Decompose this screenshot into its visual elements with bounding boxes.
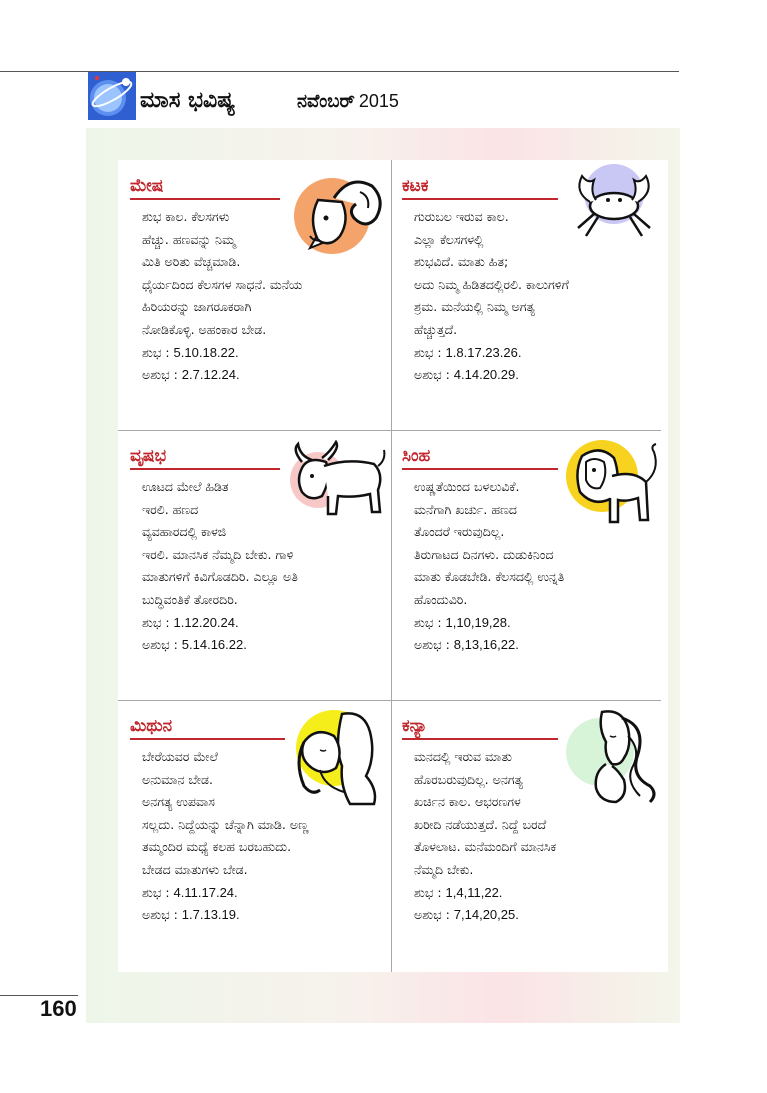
lucky-values: 1.8.17.23.26.	[445, 344, 522, 360]
column-divider	[391, 160, 392, 972]
prediction-line: ಹೊರಬರುವುದಿಲ್ಲ. ಅನಗತ್ಯ	[414, 771, 523, 787]
sign-title: ಮೇಷ	[130, 176, 280, 200]
unlucky-dates	[414, 904, 660, 927]
unlucky-dates	[142, 634, 388, 657]
prediction-line: ಹೊಂದುವಿರಿ.	[414, 591, 468, 607]
lucky-label: ಶುಭ :	[142, 344, 170, 360]
prediction-line: ತೊಳಲಾಟ. ಮನೆಮಂದಿಗೆ ಮಾನಸಿಕ	[414, 839, 557, 855]
lucky-dates	[142, 342, 388, 365]
prediction-line: ಶ್ರಮ. ಮನೆಯಲ್ಲಿ ನಿಮ್ಮ ಅಗತ್ಯ	[414, 299, 535, 315]
prediction-line: ನೆಮ್ಮದಿ ಬೇಕು.	[414, 861, 474, 877]
prediction-line: ಹೆಚ್ಚು. ಹಣವನ್ನು ನಿಮ್ಮ	[142, 231, 236, 247]
lucky-label: ಶುಭ :	[414, 884, 442, 900]
sign-title: ಕಟಕ	[402, 176, 558, 200]
lucky-values: 5.10.18.22.	[173, 344, 239, 360]
prediction-line: ಶುಭವಿದೆ. ಮಾತು ಹಿತ;	[414, 254, 509, 270]
lucky-values: 4.11.17.24.	[173, 884, 238, 900]
unlucky-values: 2.7.12.24.	[181, 367, 240, 383]
page-title: ಮಾಸ ಭವಿಷ್ಯ	[140, 88, 236, 113]
prediction-line: ಖರೀದಿ ನಡೆಯುತ್ತದೆ. ನಿದ್ದೆ ಬರದೆ	[414, 816, 547, 832]
prediction-line: ಮಿತಿ ಅರಿತು ವೆಚ್ಚಮಾಡಿ.	[142, 254, 241, 270]
lucky-dates	[142, 612, 388, 635]
prediction-line: ಅನಗತ್ಯ ಉಪವಾಸ	[142, 794, 215, 810]
ram-icon	[290, 170, 388, 262]
unlucky-dates	[414, 364, 660, 387]
prediction-line: ಊಟದ ಮೇಲೆ ಹಿಡಿತ	[142, 479, 229, 494]
lucky-values: 1,10,19,28.	[445, 614, 511, 630]
prediction-line: ಮನೆಗಾಗಿ ಖರ್ಚು. ಹಣದ	[414, 501, 517, 517]
unlucky-values: 7,14,20,25.	[453, 907, 519, 923]
crab-icon	[566, 162, 660, 244]
issue-date	[297, 91, 399, 112]
prediction-line: ತಮ್ಮಂದಿರ ಮಧ್ಯೆ ಕಲಹ ಬರಬಹುದು.	[142, 839, 292, 855]
prediction-line: ಇರಲಿ. ಮಾನಸಿಕ ನೆಮ್ಮದಿ ಬೇಕು. ಗಾಳಿ	[142, 546, 294, 562]
prediction-line: ಬುದ್ಧಿವಂತಿಕೆ ತೋರದಿರಿ.	[142, 591, 238, 607]
unlucky-values: 8,13,16,22.	[453, 637, 519, 653]
prediction-line: ಉಷ್ಣತೆಯಿಂದ ಬಳಲುವಿಕೆ.	[414, 479, 520, 494]
unlucky-label: ಅಶುಭ :	[142, 637, 178, 653]
prediction-line: ಮನದಲ್ಲಿ ಇರುವ ಮಾತು	[414, 749, 512, 764]
row-divider-right-1	[391, 430, 661, 431]
unlucky-label: ಅಶುಭ :	[414, 367, 450, 383]
page-number: 160	[40, 996, 77, 1021]
prediction-line: ಸಲ್ಲದು. ನಿದ್ದೆಯನ್ನು ಚೆನ್ನಾಗಿ ಮಾಡಿ. ಅಣ್ಣ	[142, 816, 309, 832]
lucky-dates	[414, 342, 660, 365]
prediction-line: ಬೇರೆಯವರ ಮೇಲೆ	[142, 749, 218, 764]
globe-planet-icon	[88, 72, 136, 120]
twins-icon	[290, 706, 388, 806]
unlucky-label: ಅಶುಭ :	[414, 637, 450, 653]
unlucky-values: 1.7.13.19.	[181, 907, 240, 923]
lion-icon	[564, 436, 662, 528]
prediction-line: ಎಲ್ಲಾ ಕೆಲಸಗಳಲ್ಲಿ	[414, 231, 484, 247]
unlucky-label: ಅಶುಭ :	[142, 907, 178, 923]
issue-month: ನವೆಂಬರ್	[297, 91, 355, 112]
sign-title: ವೃಷಭ	[130, 446, 280, 470]
lucky-dates	[142, 882, 388, 905]
prediction-line: ಅದು ನಿಮ್ಮ ಹಿಡಿತದಲ್ಲಿರಲಿ. ಕಾಲುಗಳಿಗೆ	[414, 276, 569, 292]
lucky-values: 1,4,11,22.	[445, 884, 503, 900]
prediction-line: ಹಿರಿಯರನ್ನು ಜಾಗರೂಕರಾಗಿ	[142, 299, 252, 315]
lucky-dates	[414, 612, 660, 635]
prediction-line: ವ್ಯವಹಾರದಲ್ಲಿ ಕಾಳಜಿ	[142, 524, 227, 540]
row-divider-left-1	[118, 430, 391, 431]
lucky-dates	[414, 882, 660, 905]
unlucky-values: 5.14.16.22.	[181, 637, 247, 653]
row-divider-left-2	[118, 700, 391, 701]
prediction-line: ತಿರುಗಾಟದ ದಿನಗಳು. ದುಡುಕಿನಿಂದ	[414, 546, 554, 562]
prediction-line: ಧೈರ್ಯದಿಂದ ಕೆಲಸಗಳ ಸಾಧನೆ. ಮನೆಯ	[142, 276, 303, 292]
prediction-line: ಮಾತು ಕೊಡಬೇಡಿ. ಕೆಲಸದಲ್ಲಿ ಉನ್ನತಿ	[414, 569, 565, 585]
prediction-line: ಮಾತುಗಳಿಗೆ ಕಿವಿಗೊಡದಿರಿ. ಎಲ್ಲೂ ಅತಿ	[142, 569, 298, 585]
bull-icon	[288, 440, 388, 522]
prediction-line: ಇರಲಿ. ಹಣದ	[142, 501, 199, 517]
issue-year: 2015	[358, 91, 399, 111]
row-divider-right-2	[391, 700, 661, 701]
prediction-line: ಗುರುಬಲ ಇರುವ ಕಾಲ.	[414, 209, 509, 224]
prediction-line: ಹೆಚ್ಚುತ್ತದೆ.	[414, 321, 458, 337]
lucky-label: ಶುಭ :	[414, 614, 442, 630]
prediction-line: ಬೇಡದ ಮಾತುಗಳು ಬೇಡ.	[142, 861, 248, 877]
lucky-label: ಶುಭ :	[414, 344, 442, 360]
maiden-icon	[566, 706, 662, 806]
lucky-label: ಶುಭ :	[142, 614, 170, 630]
unlucky-label: ಅಶುಭ :	[414, 907, 450, 923]
lucky-label: ಶುಭ :	[142, 884, 170, 900]
prediction-line: ನೋಡಿಕೊಳ್ಳಿ. ಅಹಂಕಾರ ಬೇಡ.	[142, 321, 267, 337]
unlucky-dates	[414, 634, 660, 657]
prediction-line: ಅನುಮಾನ ಬೇಡ.	[142, 771, 213, 787]
unlucky-label: ಅಶುಭ :	[142, 367, 178, 383]
prediction-line: ಖರ್ಚಿನ ಕಾಲ. ಆಭರಣಗಳ	[414, 794, 521, 810]
unlucky-values: 4.14.20.29.	[453, 367, 519, 383]
unlucky-dates	[142, 364, 388, 387]
lucky-values: 1.12.20.24.	[173, 614, 239, 630]
sign-title: ಕನ್ಯಾ	[402, 716, 558, 740]
prediction-line: ತೊಂದರೆ ಇರುವುದಿಲ್ಲ.	[414, 524, 505, 540]
sign-title: ಸಿಂಹ	[402, 446, 558, 470]
prediction-line: ಶುಭ ಕಾಲ. ಕೆಲಸಗಳು	[142, 209, 230, 224]
sign-title: ಮಿಥುನ	[130, 716, 285, 740]
unlucky-dates	[142, 904, 388, 927]
